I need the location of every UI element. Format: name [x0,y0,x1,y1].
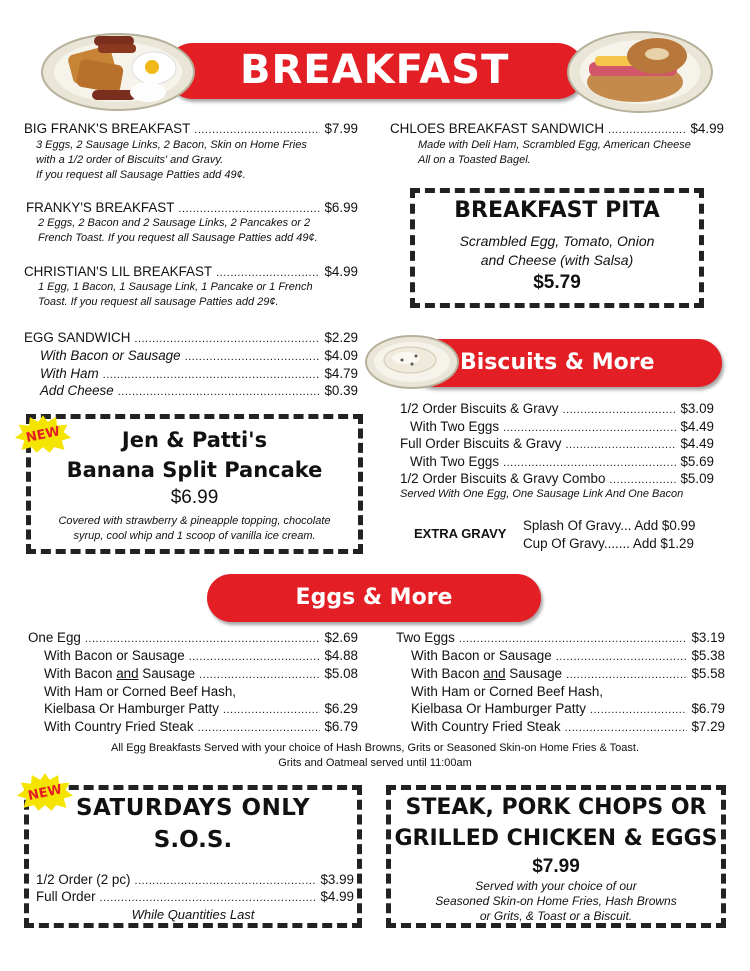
leader-dots [178,200,320,215]
extra-gravy-cup: Cup Of Gravy....... Add $1.29 [523,536,694,551]
item-description [36,138,366,183]
one-egg-item [44,701,358,716]
name-part: Sausage [505,666,563,681]
sos-title-line2: S.O.S. [153,827,233,853]
item-name: With Two Eggs [410,419,500,434]
option-name: Add Cheese [40,383,114,398]
leader-dots [134,330,320,345]
item-price: $2.69 [324,630,358,645]
leader-dots [118,383,321,398]
desc-line: French Toast. If you request all Sausage Patties add 49¢. [38,232,318,244]
item-price: $6.79 [324,719,358,734]
desc-line: 3 Eggs, 2 Sausage Links, 2 Bacon, Skin on Home Fries [36,139,307,151]
item-name: CHLOES BREAKFAST SANDWICH [390,121,605,136]
biscuit-item [400,401,714,416]
item-name: One Egg [28,630,81,645]
leader-dots [563,401,677,416]
leader-dots [223,701,321,716]
item-name: Kielbasa Or Hamburger Patty [44,701,219,716]
desc-line: Toast. If you request all sausage Patties add 29¢. [38,296,279,308]
item-price: $4.49 [680,436,714,451]
leader-dots [194,121,320,136]
item-price: $3.19 [691,630,725,645]
item-name: With Bacon or Sausage [411,648,552,663]
biscuit-item [410,419,714,434]
leader-dots [135,872,317,887]
pita-description [410,232,704,270]
item-name: Two Eggs [396,630,455,645]
sos-item [36,889,354,904]
desc-line: Made with Deli Ham, Scrambled Egg, American Cheese [418,139,691,151]
sos-title-line1: SATURDAYS ONLY [75,795,311,821]
desc-line: with a 1/2 order of Biscuits' and Gravy. [36,154,224,166]
menu-item-egg-sandwich [24,330,358,345]
egg-sandwich-option [40,383,358,398]
desc-line: 2 Eggs, 2 Bacon and 2 Sausage Links, 2 Pancakes or 2 [38,217,311,229]
option-price: $4.09 [324,348,358,363]
item-name: 1/2 Order Biscuits & Gravy Combo [400,471,606,486]
leader-dots [565,719,688,734]
pita-title: BREAKFAST PITA [454,198,660,223]
biscuits-note: Served With One Egg, One Sausage Link And One Bacon [400,488,684,500]
leader-dots [459,630,688,645]
item-name: With Two Eggs [410,454,500,469]
steak-price: $7.99 [532,856,580,877]
leader-dots [556,648,688,663]
one-egg-item [44,666,358,681]
extra-gravy-label: EXTRA GRAVY [414,526,507,541]
name-underlined: and [116,666,139,681]
item-price: $5.08 [324,666,358,681]
leader-dots [198,719,321,734]
item-price: $5.09 [680,471,714,486]
two-eggs-item [411,701,725,716]
leader-dots [100,889,317,904]
biscuit-item [400,471,714,486]
item-name: CHRISTIAN'S LIL BREAKFAST [24,264,213,279]
extra-gravy-splash: Splash Of Gravy... Add $0.99 [523,518,696,533]
banana-title-line2: Banana Split Pancake [66,458,323,482]
new-badge-text: NEW [26,782,64,805]
item-name: 1/2 Order Biscuits & Gravy [400,401,559,416]
steak-description [386,879,726,924]
item-price: $5.58 [691,666,725,681]
egg-sandwich-option [40,348,358,363]
item-name: With Bacon or Sausage [44,648,185,663]
item-name: Kielbasa Or Hamburger Patty [411,701,586,716]
name-part: With Bacon [411,666,484,681]
bagel-sandwich-image [565,26,715,114]
item-name: Full Order [36,889,96,904]
item-name: BIG FRANK'S BREAKFAST [24,121,191,136]
item-price: $4.99 [324,264,358,279]
name-part: Sausage [138,666,196,681]
one-egg-item [28,630,358,645]
two-eggs-item [411,648,725,663]
egg-sandwich-option [40,366,358,381]
item-name: With Country Fried Steak [44,719,194,734]
item-price: $4.88 [324,648,358,663]
new-badge-text: NEW [24,424,62,447]
option-name: With Bacon or Sausage [40,348,181,363]
item-price: $3.99 [320,872,354,887]
steak-title-line1: STEAK, PORK CHOPS OR [405,795,707,820]
item-price: $5.38 [691,648,725,663]
leader-dots [199,666,320,681]
banana-price: $6.99 [170,487,219,508]
leader-dots [590,701,688,716]
desc-line: If you request all Sausage Patties add 49¢. [36,169,246,181]
biscuits-gravy-image [364,334,460,390]
item-description [38,280,368,310]
item-name [44,666,195,681]
desc-line: All on a Toasted Bagel. [418,154,531,166]
item-name: With Ham or Corned Beef Hash, [411,684,604,699]
item-name [411,666,562,681]
item-name: Full Order Biscuits & Gravy [400,436,562,451]
two-eggs-item [411,719,725,734]
two-eggs-item [411,666,725,681]
page-title: BREAKFAST [240,47,510,93]
leader-dots [503,454,676,469]
desc-line: Covered with strawberry & pineapple topping, chocolate [58,515,331,527]
one-egg-item [44,719,358,734]
one-egg-item [44,684,358,699]
item-price: $4.99 [320,889,354,904]
item-price: $7.99 [324,121,358,136]
item-price: $6.79 [691,701,725,716]
desc-line: Served with your choice of our [475,879,637,893]
desc-line: syrup, cool whip and 1 scoop of vanilla ice cream. [73,530,316,542]
item-price: $4.49 [680,419,714,434]
item-description [418,138,738,168]
item-name: FRANKY'S BREAKFAST [26,200,175,215]
desc-line: or Grits, & Toast or a Biscuit. [479,909,633,923]
leader-dots [185,348,321,363]
banana-description [26,514,363,544]
item-price: $3.09 [680,401,714,416]
eggs-title: Eggs & More [295,585,453,610]
two-eggs-item [411,684,725,699]
item-description [38,216,368,246]
item-price: $4.99 [690,121,724,136]
menu-item-chloes [390,121,724,136]
desc-line: Seasoned Skin-on Home Fries, Hash Browns [435,894,677,908]
leader-dots [609,471,676,486]
item-name: With Ham or Corned Beef Hash, [44,684,237,699]
steak-title-line2: GRILLED CHICKEN & EGGS [394,826,718,851]
leader-dots [103,366,321,381]
menu-item-big-franks [24,121,358,136]
biscuit-item [410,454,714,469]
biscuit-item [400,436,714,451]
leader-dots [503,419,676,434]
item-price: $6.29 [324,701,358,716]
two-eggs-item [396,630,725,645]
sos-item [36,872,354,887]
menu-item-frankys [26,200,358,215]
sos-note: While Quantities Last [131,907,255,922]
name-underlined: and [483,666,506,681]
menu-item-christians [24,264,358,279]
biscuits-title: Biscuits & More [460,350,655,375]
banana-title-line1: Jen & Patti's [121,428,268,452]
leader-dots [565,436,676,451]
desc-line: Scrambled Egg, Tomato, Onion [459,233,655,249]
item-name: EGG SANDWICH [24,330,131,345]
item-price: $5.69 [680,454,714,469]
item-name: 1/2 Order (2 pc) [36,872,131,887]
item-price: $7.29 [691,719,725,734]
name-part: With Bacon [44,666,117,681]
item-price: $6.99 [324,200,358,215]
eggs-note-2: Grits and Oatmeal served until 11:00am [278,757,472,769]
leader-dots [608,121,686,136]
leader-dots [216,264,320,279]
pita-price: $5.79 [533,272,581,293]
leader-dots [189,648,321,663]
leader-dots [566,666,687,681]
one-egg-item [44,648,358,663]
item-price: $2.29 [324,330,358,345]
option-price: $4.79 [324,366,358,381]
breakfast-plate-image [38,28,198,112]
eggs-note-1: All Egg Breakfasts Served with your choice of Hash Browns, Grits or Seasoned Skin-on Home Fries & Toast. [110,742,640,754]
leader-dots [85,630,321,645]
option-name: With Ham [40,366,99,381]
item-name: With Country Fried Steak [411,719,561,734]
desc-line: 1 Egg, 1 Bacon, 1 Sausage Link, 1 Pancake or 1 French [38,281,313,293]
desc-line: and Cheese (with Salsa) [480,252,634,268]
option-price: $0.39 [324,383,358,398]
